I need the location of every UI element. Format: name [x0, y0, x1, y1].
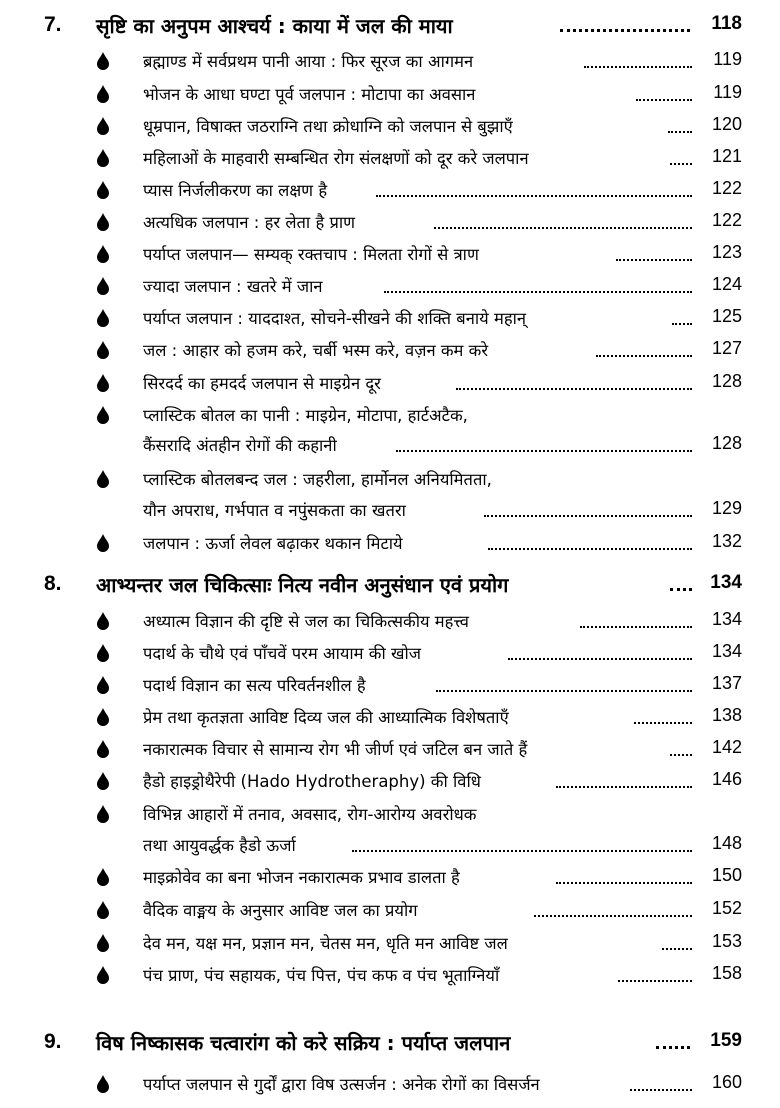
dot-leader [484, 515, 692, 517]
entry-title-line-1: प्लास्टिक बोतलबन्द जल : जहरीला, हार्मोनल अनियमितता, [143, 470, 492, 489]
dot-leader [376, 195, 692, 197]
dot-leader [580, 626, 692, 628]
water-drop-bullet-icon [94, 707, 112, 727]
entry-page-number: 152 [711, 898, 742, 918]
entry-page-number: 124 [711, 274, 742, 294]
entry-page-number: 121 [711, 146, 742, 166]
entry-page-number: 148 [711, 833, 742, 853]
water-drop-bullet-icon [94, 965, 112, 985]
entry-title: प्रेम तथा कृतज्ञता आविष्ट दिव्य जल की आध्यात्मिक विशेषताएँ [143, 708, 509, 727]
entry-page-number: 137 [711, 673, 742, 693]
toc-entry [0, 702, 780, 730]
dot-leader [662, 948, 692, 950]
entry-title: अध्यात्म विज्ञान की दृष्टि से जल का चिकित्सकीय महत्त्व [143, 612, 469, 631]
entry-page-number: 122 [711, 210, 742, 230]
entry-title-line-2: कैंसरादि अंतहीन रोगों की कहानी [143, 436, 337, 455]
entry-title-line-2: तथा आयुवर्द्धक हैडो ऊर्जा [143, 836, 296, 855]
toc-entry [0, 464, 780, 492]
dot-leader [668, 131, 692, 133]
toc-entry-continuation [0, 830, 780, 858]
entry-page-number: 128 [711, 433, 742, 453]
toc-entry [0, 606, 780, 634]
chapter-title: आभ्यन्तर जल चिकित्साः नित्य नवीन अनुसंधान एवं प्रयोग [96, 573, 509, 597]
toc-entry [0, 175, 780, 203]
toc-entry [0, 1069, 780, 1097]
dot-leader [488, 548, 692, 550]
entry-page-number: 160 [711, 1072, 742, 1092]
dot-leader [596, 355, 692, 357]
toc-entry [0, 960, 780, 988]
entry-page-number: 146 [711, 769, 742, 789]
toc-entry [0, 766, 780, 794]
entry-title-line-1: प्लास्टिक बोतल का पानी : माइग्रेन, मोटापा, हार्टअटैक, [143, 406, 468, 425]
chapter-number: 7. [44, 13, 62, 36]
dot-leader [434, 227, 692, 229]
entry-title: प्यास निर्जलीकरण का लक्षण है [143, 181, 328, 200]
toc-entry-continuation [0, 495, 780, 523]
water-drop-bullet-icon [94, 675, 112, 695]
entry-page-number: 123 [711, 242, 742, 262]
entry-page-number: 127 [711, 338, 742, 358]
entry-page-number: 120 [711, 114, 742, 134]
entry-title: अत्यधिक जलपान : हर लेता है प्राण [143, 213, 356, 232]
water-drop-bullet-icon [94, 739, 112, 759]
chapter-title: सृष्टि का अनुपम आश्चर्य : काया में जल की माया [96, 14, 453, 38]
dot-leader [636, 99, 692, 101]
toc-entry [0, 143, 780, 171]
water-drop-bullet-icon [94, 308, 112, 328]
water-drop-bullet-icon [94, 180, 112, 200]
entry-title: ब्रह्माण्ड में सर्वप्रथम पानी आया : फिर सूरज का आगमन [143, 52, 474, 71]
water-drop-bullet-icon [94, 771, 112, 791]
water-drop-bullet-icon [94, 533, 112, 553]
toc-entry [0, 111, 780, 139]
dot-leader [352, 850, 692, 852]
water-drop-bullet-icon [94, 611, 112, 631]
toc-entry [0, 79, 780, 107]
water-drop-bullet-icon [94, 900, 112, 920]
water-drop-bullet-icon [94, 1074, 112, 1094]
dot-leader [670, 754, 692, 756]
entry-page-number: 158 [711, 963, 742, 983]
toc-entry [0, 303, 780, 331]
entry-title: हैडो हाइड्रोथैरेपी (Hado Hydrotheraphy) की विधि [143, 772, 481, 791]
entry-title: वैदिक वाङ्मय के अनुसार आविष्ट जल का प्रयोग [143, 901, 418, 920]
water-drop-bullet-icon [94, 340, 112, 360]
toc-entry [0, 734, 780, 762]
water-drop-bullet-icon [94, 373, 112, 393]
water-drop-bullet-icon [94, 244, 112, 264]
chapter-page-number: 134 [710, 572, 742, 593]
dot-leader [436, 690, 692, 692]
toc-entry [0, 670, 780, 698]
entry-page-number: 119 [713, 49, 742, 69]
dot-leader [616, 259, 692, 261]
entry-title: जलपान : ऊर्जा लेवल बढ़ाकर थकान मिटाये [143, 534, 403, 553]
entry-title: धूम्रपान, विषाक्त जठराग्नि तथा क्रोधाग्नि को जलपान से बुझाएँ [143, 117, 513, 136]
chapter-heading [0, 9, 780, 43]
entry-page-number: 119 [713, 82, 742, 102]
entry-title: पर्याप्त जलपान : याददाश्त, सोचने-सीखने की शक्ति बनाये महान् [143, 309, 527, 328]
toc-entry [0, 335, 780, 363]
water-drop-bullet-icon [94, 116, 112, 136]
entry-page-number: 128 [711, 371, 742, 391]
entry-title: पंच प्राण, पंच सहायक, पंच पित्त, पंच कफ व पंच भूताग्नियाँ [143, 966, 500, 985]
entry-page-number: 132 [711, 531, 742, 551]
entry-page-number: 153 [711, 931, 742, 951]
dot-leader [396, 450, 692, 452]
dot-leader [556, 786, 692, 788]
entry-title: ज्यादा जलपान : खतरे में जान [143, 277, 323, 296]
toc-entry-continuation [0, 430, 780, 458]
entry-title: माइक्रोवेव का बना भोजन नकारात्मक प्रभाव डालता है [143, 868, 460, 887]
dot-leader [534, 915, 692, 917]
water-drop-bullet-icon [94, 276, 112, 296]
toc-entry [0, 368, 780, 396]
water-drop-bullet-icon [94, 51, 112, 71]
dot-leader [630, 1089, 692, 1091]
entry-page-number: 150 [711, 865, 742, 885]
water-drop-bullet-icon [94, 148, 112, 168]
toc-entry [0, 799, 780, 827]
dot-leader [670, 588, 692, 591]
entry-page-number: 142 [711, 737, 742, 757]
entry-title-line-1: विभिन्न आहारों में तनाव, अवसाद, रोग-आरोग्य अवरोधक [143, 805, 477, 824]
entry-title: पर्याप्त जलपान से गुर्दों द्वारा विष उत्सर्जन : अनेक रोगों का विसर्जन [143, 1075, 540, 1094]
entry-title: महिलाओं के माहवारी सम्बन्धित रोग संलक्षणों को दूर करे जलपान [143, 149, 529, 168]
chapter-page-number: 159 [710, 1030, 742, 1051]
toc-entry [0, 400, 780, 428]
chapter-title: विष निष्कासक चत्वारांग को करे सक्रिय : पर्याप्त जलपान [96, 1031, 511, 1055]
chapter-heading [0, 568, 780, 602]
entry-title-line-2: यौन अपराध, गर्भपात व नपुंसकता का खतरा [143, 501, 406, 520]
water-drop-bullet-icon [94, 469, 112, 489]
dot-leader [634, 722, 692, 724]
dot-leader [384, 291, 692, 293]
dot-leader [656, 1046, 690, 1049]
toc-entry [0, 271, 780, 299]
entry-title: भोजन के आधा घण्टा पूर्व जलपान : मोटापा का अवसान [143, 85, 476, 104]
toc-entry [0, 928, 780, 956]
chapter-number: 8. [44, 572, 62, 595]
entry-page-number: 122 [711, 178, 742, 198]
chapter-number: 9. [44, 1030, 62, 1053]
water-drop-bullet-icon [94, 643, 112, 663]
toc-entry [0, 239, 780, 267]
dot-leader [456, 388, 692, 390]
dot-leader [556, 882, 692, 884]
toc-entry [0, 862, 780, 890]
entry-page-number: 129 [711, 498, 742, 518]
chapter-heading [0, 1026, 780, 1060]
water-drop-bullet-icon [94, 933, 112, 953]
dot-leader [560, 29, 690, 32]
water-drop-bullet-icon [94, 804, 112, 824]
dot-leader [618, 980, 692, 982]
water-drop-bullet-icon [94, 212, 112, 232]
toc-entry [0, 46, 780, 74]
dot-leader [670, 163, 692, 165]
entry-title: जल : आहार को हजम करे, चर्बी भस्म करे, वज़न कम करे [143, 341, 489, 360]
dot-leader [584, 66, 692, 68]
chapter-page-number: 118 [711, 13, 742, 34]
entry-title: देव मन, यक्ष मन, प्रज्ञान मन, चेतस मन, धृति मन आविष्ट जल [143, 934, 508, 953]
entry-title: पदार्थ के चौथे एवं पाँचवें परम आयाम की खोज [143, 644, 421, 663]
entry-page-number: 134 [711, 641, 742, 661]
entry-page-number: 134 [711, 609, 742, 629]
entry-title: पदार्थ विज्ञान का सत्य परिवर्तनशील है [143, 676, 366, 695]
dot-leader [508, 658, 692, 660]
water-drop-bullet-icon [94, 867, 112, 887]
water-drop-bullet-icon [94, 405, 112, 425]
toc-entry [0, 638, 780, 666]
entry-title: पर्याप्त जलपान— सम्यक् रक्तचाप : मिलता रोगों से त्राण [143, 245, 479, 264]
toc-entry [0, 528, 780, 556]
toc-entry [0, 895, 780, 923]
entry-page-number: 125 [711, 306, 742, 326]
water-drop-bullet-icon [94, 84, 112, 104]
toc-entry [0, 207, 780, 235]
entry-title: नकारात्मक विचार से सामान्य रोग भी जीर्ण एवं जटिल बन जाते हैं [143, 740, 528, 759]
entry-title: सिरदर्द का हमदर्द जलपान से माइग्रेन दूर [143, 374, 381, 393]
dot-leader [672, 323, 692, 325]
entry-page-number: 138 [711, 705, 742, 725]
